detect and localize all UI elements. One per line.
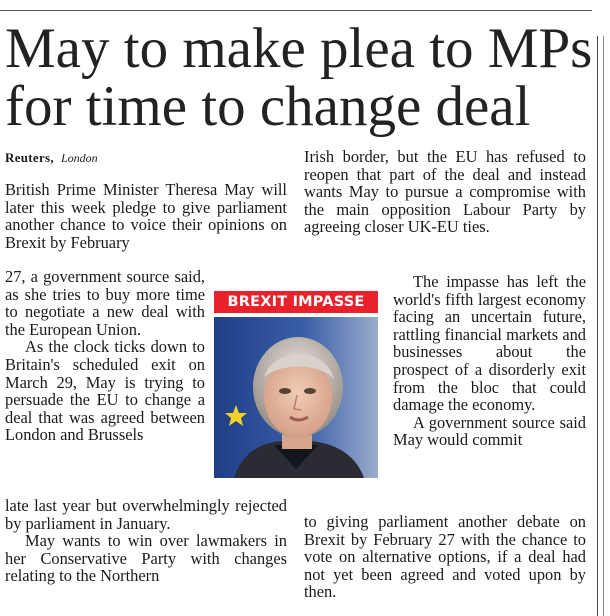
paragraph-6-side: A government source said May would commit [393, 412, 586, 450]
byline-city: London [60, 151, 98, 165]
portrait-image [214, 317, 378, 478]
paragraph-1-side: 27, a government source said, as she tries to buy more time to negotiate a new deal with the European Union. [5, 267, 205, 339]
top-rule [0, 10, 592, 11]
column-2-side [393, 273, 586, 449]
paragraph-3: May wants to win over lawmakers in her Conservative Party with changes relating to the Northern [5, 531, 287, 586]
column-2-bottom [304, 513, 586, 601]
byline-agency: Reuters, [5, 150, 54, 165]
paragraph-1-top: British Prime Minister Theresa May will later this week pledge to give parliament another chance to voice their opinions on Brexit by February [5, 180, 287, 252]
byline [5, 150, 98, 166]
column-rule [597, 36, 598, 616]
column-rule-secondary [603, 36, 604, 616]
headline: May to make plea to MPs for time to change deal [5, 17, 593, 138]
section-label: BREXIT IMPASSE [214, 291, 378, 313]
column-2-top [304, 148, 586, 236]
paragraph-6-bottom: to giving parliament another debate on Brexit by February 27 with the chance to vote on alternative options, if a deal had not yet been agreed and voted upon by then. [304, 512, 586, 602]
column-1-top [5, 181, 287, 251]
paragraph-4: Irish border, but the EU has refused to reopen that part of the deal and instead wants May to pursue a compromise with the main opposition Labour Party by agreeing closer UK-EU ties. [304, 147, 586, 237]
column-1-bottom [5, 497, 287, 585]
paragraph-2-bottom: late last year but overwhelmingly rejected by parliament in January. [5, 496, 287, 533]
column-1-side [5, 268, 205, 444]
paragraph-5: The impasse has left the world's fifth largest economy facing an uncertain future, rattling financial markets and businesses about the prospect of a disorderly exit from the bloc that could damage the economy. [393, 272, 586, 415]
photo-theresa-may [214, 317, 378, 478]
paragraph-2-side: As the clock ticks down to Britain's scheduled exit on March 29, May is trying to persuade the EU to change a deal that was agreed between London and Brussels [5, 337, 205, 445]
